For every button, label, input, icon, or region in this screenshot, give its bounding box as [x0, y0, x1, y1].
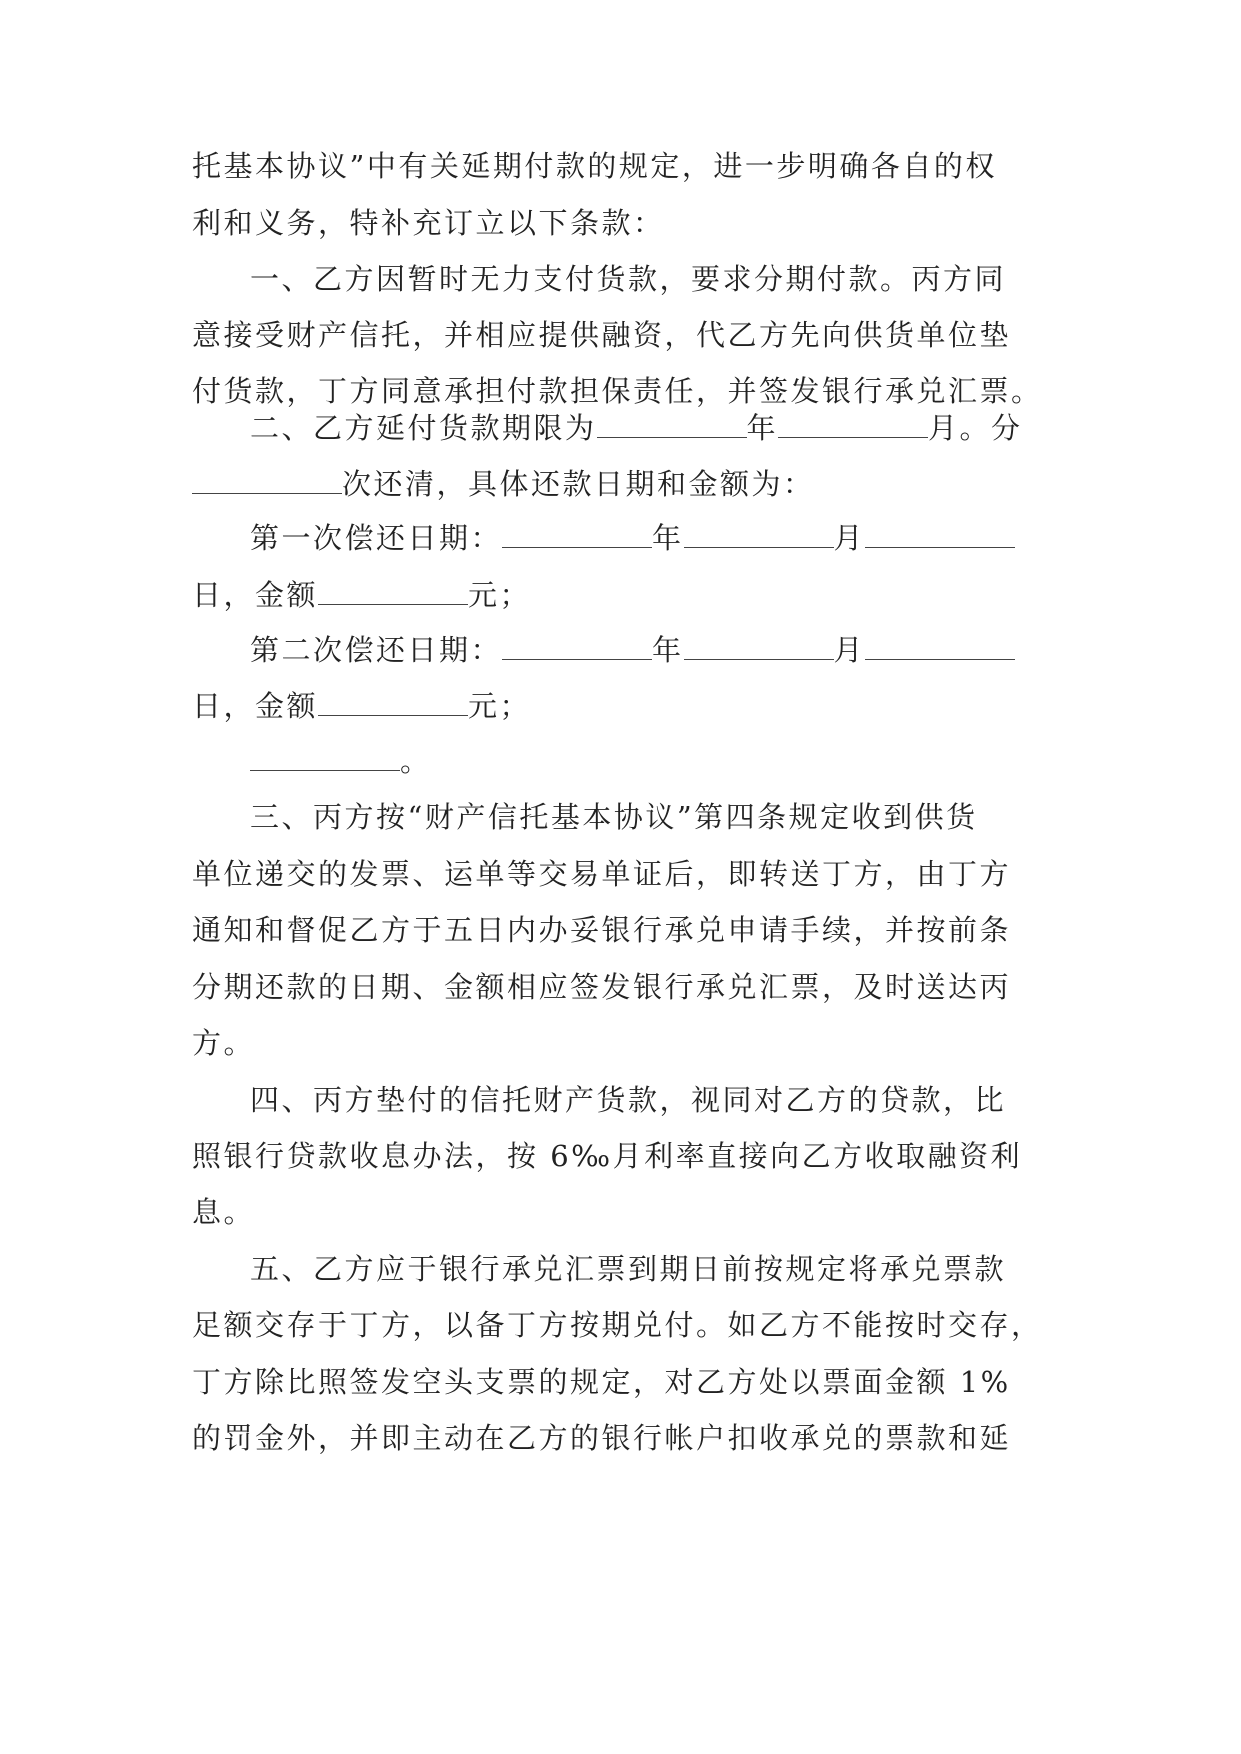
clause-2-line: [192, 464, 815, 504]
paragraph-line: 托基本协议”中有关延期付款的规定，进一步明确各自的权: [192, 149, 997, 183]
clause-4-line: 四、丙方垫付的信托财产货款，视同对乙方的贷款，比: [250, 1083, 1007, 1117]
payment-1-label: 第一次偿还日期：: [250, 521, 503, 555]
fill-blank-month: [684, 519, 834, 548]
period-mark: 。: [400, 744, 432, 778]
year-label: 年: [652, 521, 684, 555]
day-amount-label: 日，金额: [192, 689, 319, 723]
payment-2-date-line: [250, 630, 1015, 670]
clause-3-line: 方。: [192, 1026, 256, 1060]
payment-more-line: [250, 741, 432, 781]
year-label: 年: [652, 633, 684, 667]
paragraph-line: 利和义务，特补充订立以下条款：: [192, 206, 665, 240]
clause-5-line: 五、乙方应于银行承兑汇票到期日前按规定将承兑票款: [250, 1252, 1007, 1286]
fill-blank-more: [250, 742, 400, 771]
month-label: 月: [833, 521, 866, 555]
unit-label: 元；: [468, 689, 532, 723]
fill-blank-years: [597, 409, 747, 438]
clause-4-line: 息。: [192, 1195, 256, 1229]
fill-blank-year: [502, 631, 652, 660]
clause-5-line: 的罚金外，并即主动在乙方的银行帐户扣收承兑的票款和延: [192, 1421, 1012, 1455]
fill-blank-months: [778, 409, 928, 438]
payment-1-date-line: [250, 518, 1015, 558]
clause-5-line: 丁方除比照签发空头支票的规定，对乙方处以票面金额 1%: [192, 1365, 1011, 1399]
clause-3-line: 三、丙方按“财产信托基本协议”第四条规定收到供货: [250, 800, 978, 834]
month-label: 月: [833, 633, 866, 667]
fill-blank-amount: [318, 576, 468, 605]
day-amount-label: 日，金额: [192, 578, 319, 612]
clause-2-text: 次还清，具体还款日期和金额为：: [342, 467, 815, 501]
fill-blank-year: [502, 519, 652, 548]
payment-1-amount-line: [192, 575, 531, 615]
fill-blank-installments: [192, 465, 342, 494]
fill-blank-amount: [318, 687, 468, 716]
unit-label: 元；: [468, 578, 532, 612]
fill-blank-day: [865, 519, 1015, 548]
clause-3-line: 分期还款的日期、金额相应签发银行承兑汇票，及时送达丙: [192, 970, 1012, 1004]
clause-3-line: 单位递交的发票、运单等交易单证后，即转送丁方，由丁方: [192, 857, 1012, 891]
payment-2-label: 第二次偿还日期：: [250, 633, 503, 667]
clause-5-line: 足额交存于丁方，以备丁方按期兑付。如乙方不能按时交存，: [192, 1308, 1043, 1342]
month-label: 月。分: [928, 411, 1023, 445]
clause-1-line: 意接受财产信托，并相应提供融资，代乙方先向供货单位垫: [192, 318, 1012, 352]
fill-blank-month: [684, 631, 834, 660]
clause-2-text: 二、乙方延付货款期限为: [250, 411, 597, 445]
fill-blank-day: [865, 631, 1015, 660]
clause-1-line: 付货款，丁方同意承担付款担保责任，并签发银行承兑汇票。: [192, 374, 1043, 408]
clause-3-line: 通知和督促乙方于五日内办妥银行承兑申请手续，并按前条: [192, 913, 1012, 947]
clause-2-line: [250, 408, 1023, 448]
payment-2-amount-line: [192, 686, 531, 726]
year-label: 年: [746, 411, 779, 445]
clause-4-line: 照银行贷款收息办法，按 6‰月利率直接向乙方收取融资利: [192, 1139, 1023, 1173]
clause-1-line: 一、乙方因暂时无力支付货款，要求分期付款。丙方同: [250, 262, 1007, 296]
